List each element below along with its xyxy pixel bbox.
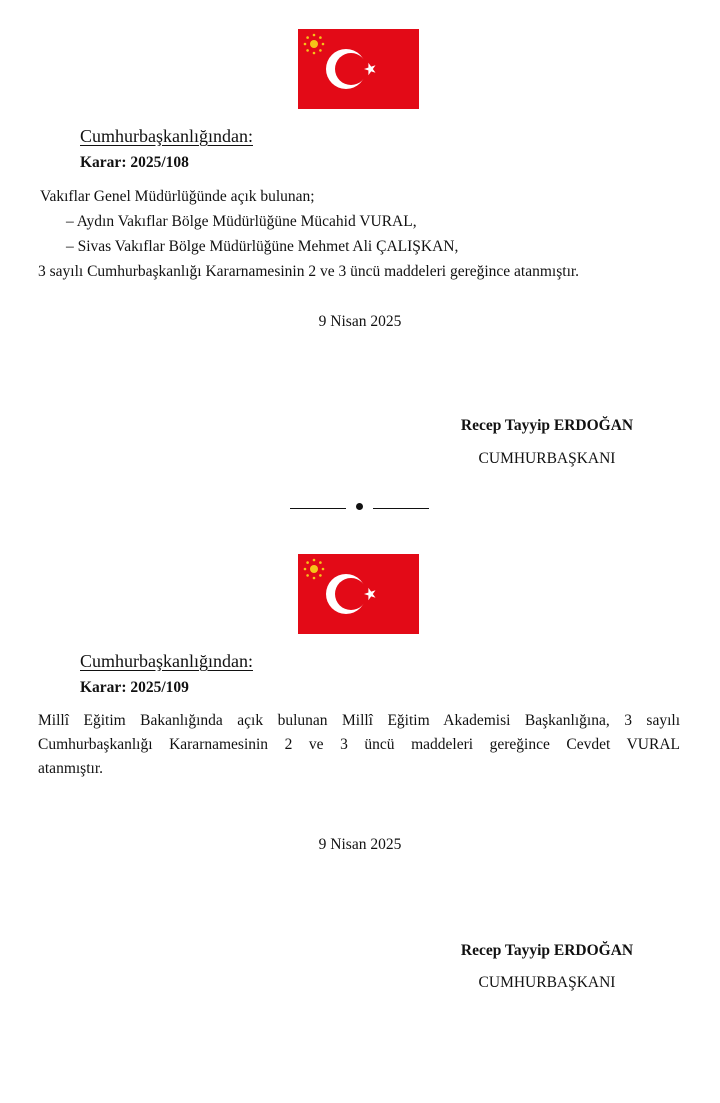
signatory-title: CUMHURBAŞKANI [478,974,616,991]
body-line: Millî Eğitim Bakanlığında açık bulunan Millî Eğitim Akademisi Başkanlığına, 3 sayılı [38,712,680,729]
karar-number: Karar: 2025/108 [80,154,189,171]
turkish-flag-emblem [298,29,419,109]
decision-date: 9 Nisan 2025 [318,313,402,330]
list-item: – Aydın Vakıflar Bölge Müdürlüğüne Mücahid VURAL, [66,213,417,230]
intro-text: Vakıflar Genel Müdürlüğünde açık bulunan; [40,188,315,205]
closing-text: 3 sayılı Cumhurbaşkanlığı Kararnamesinin 2 ve 3 üncü maddeleri gereğince atanmıştır. [38,263,580,280]
list-item: – Sivas Vakıflar Bölge Müdürlüğüne Mehmet Ali ÇALIŞKAN, [66,238,459,255]
signatory-name: Recep Tayyip ERDOĞAN [460,417,634,434]
signatory-title: CUMHURBAŞKANI [478,450,616,467]
decision-date: 9 Nisan 2025 [318,836,402,853]
body-line: atanmıştır. [38,760,104,777]
signatory-name: Recep Tayyip ERDOĞAN [460,942,634,959]
heading-cumhurbaskanligindan: Cumhurbaşkanlığından: [80,651,253,671]
turkish-flag-emblem [298,554,419,634]
section-separator [290,499,430,513]
body-line: Cumhurbaşkanlığı Kararnamesinin 2 ve 3 üncü maddeleri gereğince Cevdet VURAL [38,736,680,753]
heading-cumhurbaskanligindan: Cumhurbaşkanlığından: [80,126,253,146]
karar-number: Karar: 2025/109 [80,679,189,696]
